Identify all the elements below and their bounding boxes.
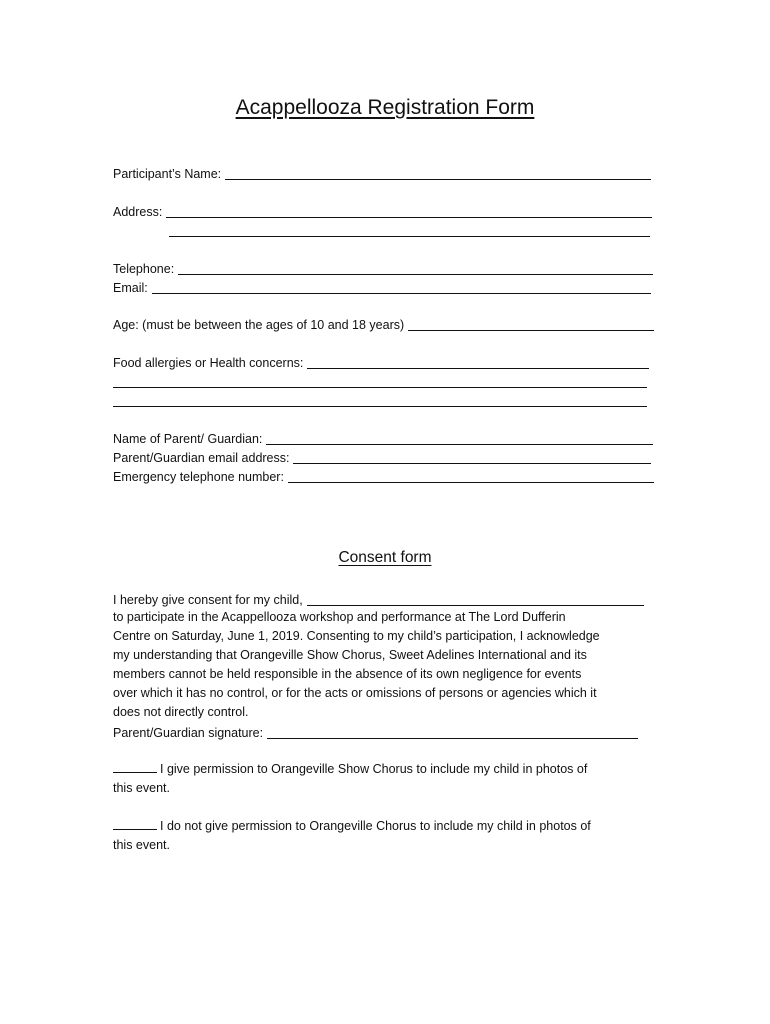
telephone-line[interactable] <box>178 262 653 275</box>
consent-form-title: Consent form <box>338 549 432 566</box>
signature-line[interactable] <box>267 726 638 739</box>
consent-text-line: to participate in the Acappellooza workshop and performance at The Lord Dufferin <box>113 610 566 624</box>
child-name-line[interactable] <box>307 593 644 606</box>
email-field <box>113 278 651 296</box>
consent-text-line: does not directly control. <box>113 705 249 719</box>
parent-name-line[interactable] <box>266 432 653 445</box>
permission-give-blank[interactable] <box>113 760 157 773</box>
parent-email-field <box>113 448 651 466</box>
permission-deny-blank[interactable] <box>113 817 157 830</box>
parent-name-label: Name of Parent/ Guardian: <box>113 432 263 446</box>
address-field <box>113 202 652 220</box>
photo-permission-deny <box>113 817 591 855</box>
consent-text-line: my understanding that Orangeville Show Chorus, Sweet Adelines International and its <box>113 648 587 662</box>
consent-intro-text: I hereby give consent for my child, <box>113 593 303 607</box>
permission-deny-text-cont: this event. <box>113 838 170 852</box>
consent-text-line: over which it has no control, or for the acts or omissions of persons or agencies which it <box>113 686 597 700</box>
emergency-phone-label: Emergency telephone number: <box>113 470 284 484</box>
telephone-field <box>113 259 653 277</box>
parent-email-label: Parent/Guardian email address: <box>113 451 290 465</box>
parent-name-field <box>113 429 653 447</box>
consent-text-line: Centre on Saturday, June 1, 2019. Consenting to my child’s participation, I acknowledge <box>113 629 600 643</box>
emergency-phone-line[interactable] <box>288 470 654 483</box>
address-label: Address: <box>113 205 163 219</box>
permission-give-text: I give permission to Orangeville Show Chorus to include my child in photos of <box>160 762 588 776</box>
signature-field <box>113 723 638 741</box>
consent-text-line: members cannot be held responsible in the absence of its own negligence for events <box>113 667 582 681</box>
permission-give-text-cont: this event. <box>113 781 170 795</box>
permission-deny-text: I do not give permission to Orangeville Chorus to include my child in photos of <box>160 819 591 833</box>
food-allergies-field <box>113 353 649 371</box>
emergency-phone-field <box>113 467 654 485</box>
consent-paragraph <box>113 608 600 722</box>
signature-label: Parent/Guardian signature: <box>113 726 264 740</box>
photo-permission-give <box>113 760 587 798</box>
age-label: Age: (must be between the ages of 10 and 18 years) <box>113 318 405 332</box>
food-allergies-line-3[interactable] <box>113 406 647 407</box>
participant-name-line[interactable] <box>225 167 651 180</box>
telephone-label: Telephone: <box>113 262 175 276</box>
parent-email-line[interactable] <box>293 451 651 464</box>
participant-name-label: Participant’s Name: <box>113 167 222 181</box>
food-allergies-label: Food allergies or Health concerns: <box>113 356 304 370</box>
age-line[interactable] <box>408 318 654 331</box>
food-allergies-line-2[interactable] <box>113 387 647 388</box>
participant-name-field <box>113 164 651 182</box>
address-line-2[interactable] <box>169 236 650 237</box>
food-allergies-line-1[interactable] <box>307 356 649 369</box>
email-line[interactable] <box>152 281 651 294</box>
consent-child-name-field <box>113 590 644 608</box>
age-field <box>113 315 654 333</box>
email-label: Email: <box>113 281 148 295</box>
form-title: Acappellooza Registration Form <box>235 96 535 119</box>
address-line-1[interactable] <box>166 205 652 218</box>
